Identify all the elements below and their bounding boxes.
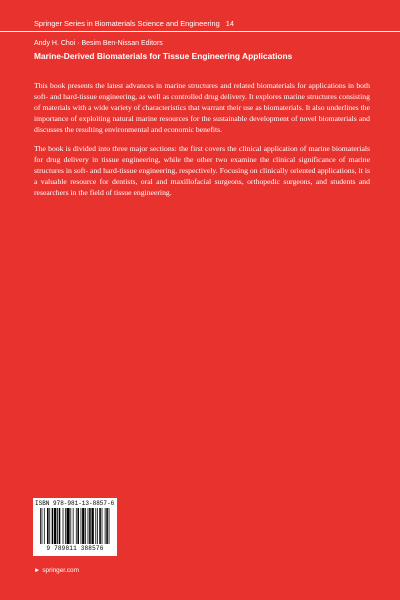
- barcode-stripe: [42, 508, 43, 544]
- barcode-stripe: [88, 508, 89, 544]
- barcode-stripe: [85, 508, 86, 544]
- barcode-stripe: [77, 508, 79, 544]
- website-link[interactable]: [34, 567, 79, 575]
- top-divider: [0, 31, 400, 32]
- barcode-stripe: [57, 508, 58, 544]
- barcode-stripe: [102, 508, 103, 544]
- barcode-stripe: [95, 508, 96, 544]
- description-paragraph-1: This book presents the latest advances in marine structures and related biomaterials for applications in both soft- and hard-tissue engineering, as well as controlled drug delivery. It explores marine structures consisting of materials with a wide variety of characteristics that warrant their use as biomaterials. It also underlines the importance of exploiting natural marine resources for the sustainable development of novel biomaterials and discusses the resulting environmental and economic benefits.: [34, 81, 370, 134]
- barcode-stripe: [54, 508, 56, 544]
- barcode-stripe: [59, 508, 61, 544]
- barcode-stripe: [67, 508, 70, 544]
- arrow-icon: ►: [34, 567, 41, 574]
- isbn-label: ISBN 978-981-13-8857-6: [35, 500, 115, 507]
- description-paragraph-2: The book is divided into three major sections: the first covers the clinical application of marine biomaterials for drug delivery in tissue engineering, while the other two examine the clinical significance of marine structures in soft- and hard-tissue engineering, respectively. Focusing on clinically oriented applications, it is a valuable resource for dentists, oral and maxillofacial surgeons, orthopedic surgeons, and students and researchers in the field of tissue engineering.: [34, 144, 370, 197]
- series-number: 14: [225, 19, 234, 28]
- barcode-stripe: [63, 508, 64, 544]
- barcode-stripe: [65, 508, 66, 544]
- book-title: Marine-Derived Biomaterials for Tissue Engineering Applications: [34, 51, 293, 61]
- barcode-stripe: [109, 508, 110, 544]
- barcode-stripe: [91, 508, 93, 544]
- barcode-stripe: [105, 508, 106, 544]
- barcode-stripe: [49, 508, 50, 544]
- barcode-stripe: [99, 508, 101, 544]
- editors-line: Andy H. Choi · Besim Ben-Nissan Editors: [34, 40, 163, 47]
- barcode: [33, 498, 117, 556]
- barcode-stripe: [106, 508, 108, 544]
- barcode-stripe: [97, 508, 98, 544]
- barcode-stripe: [40, 508, 41, 544]
- website-url: springer.com: [42, 567, 79, 574]
- barcode-stripe: [89, 508, 91, 544]
- barcode-stripe: [81, 508, 82, 544]
- barcode-bars: [40, 508, 112, 544]
- series-line: [34, 19, 234, 28]
- barcode-stripe: [82, 508, 84, 544]
- barcode-stripe: [70, 508, 71, 544]
- barcode-stripe: [44, 508, 45, 544]
- barcode-stripe: [52, 508, 54, 544]
- series-title: Springer Series in Biomaterials Science and Engineering: [34, 19, 220, 28]
- barcode-digits: 9 789811 388576: [46, 545, 104, 552]
- book-description: [34, 80, 370, 198]
- barcode-stripe: [73, 508, 74, 544]
- barcode-stripe: [47, 508, 49, 544]
- barcode-stripe: [76, 508, 77, 544]
